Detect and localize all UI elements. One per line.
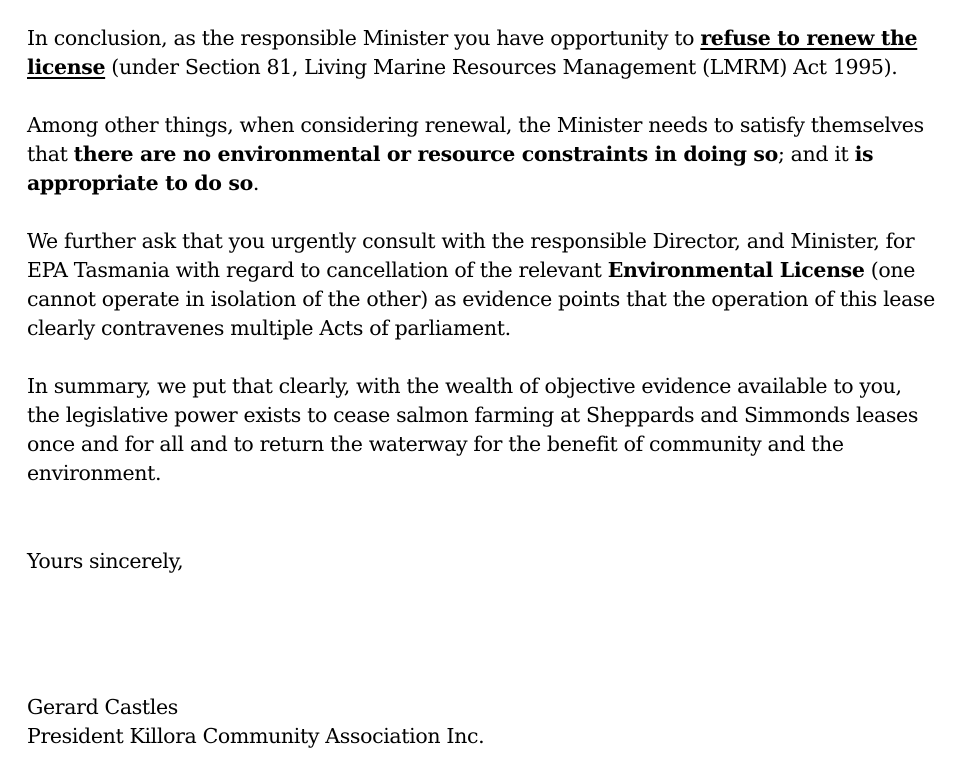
p1-text-act: (under Section 81, Living Marine Resources Management (LMRM) Act 1995). bbox=[105, 55, 898, 79]
closing-salutation: Yours sincerely, bbox=[27, 549, 184, 573]
p1-emphasis-refuse: refuse to renew the bbox=[700, 26, 918, 50]
p3-text-end: (one cannot operate in isolation of the other) as evidence points that the operation of this lease clearly contravenes multiple Acts of parliament. bbox=[27, 258, 935, 340]
signature-title: President Killora Community Association Inc. bbox=[27, 724, 485, 748]
paragraph-summary: In summary, we put that clearly, with the wealth of objective evidence available to you, the legislative power exists to cease salmon farming at Sheppards and Simmonds leases once and for all and to return the waterway for the benefit of community and the environment. bbox=[27, 374, 918, 485]
p2-text-end: . bbox=[252, 171, 260, 195]
p1-emphasis-license: license bbox=[27, 55, 106, 79]
p2-emphasis-appropriate: is appropriate to do so bbox=[27, 142, 874, 195]
p2-text: Among other things, when considering renewal, the Minister needs to satisfy themselves that bbox=[27, 113, 924, 166]
paragraph-conclusion bbox=[27, 24, 937, 82]
p2-emphasis-constraints: there are no environmental or resource constraints in doing so bbox=[73, 142, 778, 166]
p2-text-mid: ; and it bbox=[777, 142, 855, 166]
paragraph-renewal-conditions bbox=[27, 111, 937, 198]
signature-name: Gerard Castles bbox=[27, 695, 178, 719]
paragraph-epa-consult bbox=[27, 227, 937, 343]
p3-emphasis-license: Environmental License bbox=[607, 258, 865, 282]
p3-text: We further ask that you urgently consult with the responsible Director, and Minister, for EPA Tasmania with regard to cancellation of the relevant bbox=[27, 229, 915, 282]
p1-text: In conclusion, as the responsible Minister you have opportunity to bbox=[27, 26, 701, 50]
